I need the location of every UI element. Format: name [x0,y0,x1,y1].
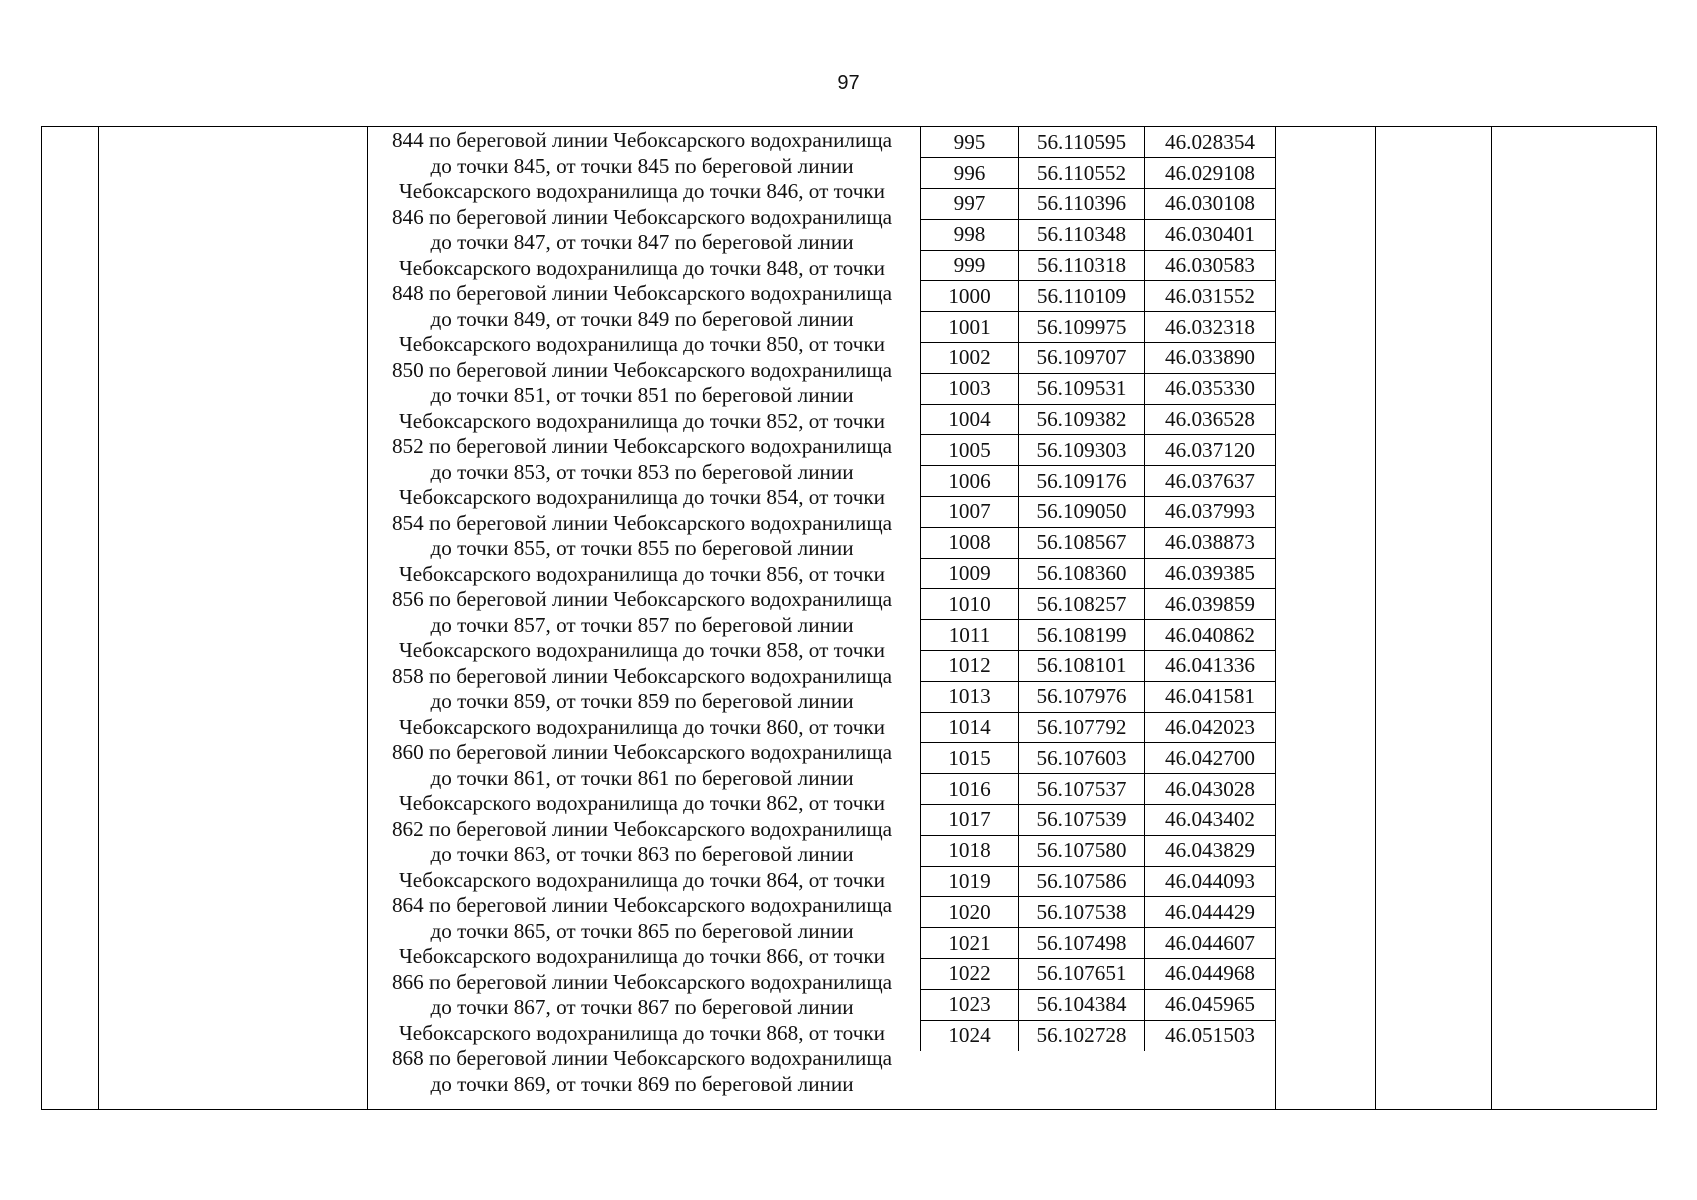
latitude-cell: 56.102728 [1019,1020,1145,1051]
latitude-cell: 56.110318 [1019,250,1145,281]
description-line: Чебоксарского водохранилища до точки 866, от точки [399,944,885,968]
coordinate-row [921,219,1276,250]
coordinate-row [921,774,1276,805]
longitude-cell: 46.037120 [1145,435,1276,466]
point-number-cell: 1004 [921,404,1019,435]
point-number-cell: 1017 [921,805,1019,836]
longitude-cell: 46.044968 [1145,959,1276,990]
boundary-description [367,127,917,1097]
latitude-cell: 56.109176 [1019,466,1145,497]
longitude-cell: 46.033890 [1145,343,1276,374]
longitude-cell: 46.030401 [1145,219,1276,250]
longitude-cell: 46.032318 [1145,312,1276,343]
latitude-cell: 56.109382 [1019,404,1145,435]
point-number-cell: 1003 [921,373,1019,404]
latitude-cell: 56.107586 [1019,866,1145,897]
point-number-cell: 1005 [921,435,1019,466]
point-number-cell: 1016 [921,774,1019,805]
point-number-cell: 1018 [921,835,1019,866]
coordinate-row [921,651,1276,682]
latitude-cell: 56.107538 [1019,897,1145,928]
longitude-cell: 46.030583 [1145,250,1276,281]
longitude-cell: 46.044607 [1145,928,1276,959]
point-number-cell: 1000 [921,281,1019,312]
longitude-cell: 46.037993 [1145,497,1276,528]
coordinate-row [921,681,1276,712]
coordinate-row [921,712,1276,743]
latitude-cell: 56.107537 [1019,774,1145,805]
description-line: 864 по береговой линии Чебоксарского водохранилища [391,893,893,917]
longitude-cell: 46.040862 [1145,620,1276,651]
latitude-cell: 56.108199 [1019,620,1145,651]
description-line: 850 по береговой линии Чебоксарского водохранилища [391,357,893,382]
page-number: 97 [837,72,860,94]
point-number-cell: 1011 [921,620,1019,651]
point-number-cell: 1009 [921,558,1019,589]
point-number-cell: 1022 [921,959,1019,990]
point-number-cell: 1007 [921,497,1019,528]
latitude-cell: 56.108360 [1019,558,1145,589]
latitude-cell: 56.108257 [1019,589,1145,620]
coordinate-row [921,589,1276,620]
description-line: до точки 849, от точки 849 по береговой линии [430,306,854,331]
coordinate-row [921,866,1276,897]
point-number-cell: 1023 [921,989,1019,1020]
coordinate-row [921,158,1276,189]
description-line: до точки 855, от точки 855 по береговой линии [430,536,854,560]
description-line: 856 по береговой линии Чебоксарского водохранилища [391,587,893,611]
description-line: 852 по береговой линии Чебоксарского водохранилища [391,434,893,458]
point-number-cell: 1006 [921,466,1019,497]
coordinate-row [921,897,1276,928]
longitude-cell: 46.044429 [1145,897,1276,928]
description-line: до точки 859, от точки 859 по береговой линии [430,689,854,713]
column-divider [1491,127,1492,1109]
coordinate-row [921,527,1276,558]
point-number-cell: 1013 [921,681,1019,712]
point-number-cell: 1002 [921,343,1019,374]
coordinate-row [921,189,1276,220]
longitude-cell: 46.039859 [1145,589,1276,620]
description-line: Чебоксарского водохранилища до точки 850, от точки [399,332,885,356]
point-number-cell: 1019 [921,866,1019,897]
point-number-cell: 995 [921,127,1019,158]
coordinate-row [921,343,1276,374]
description-line: Чебоксарского водохранилища до точки 860, от точки [399,714,885,739]
description-line: Чебоксарского водохранилища до точки 864, от точки [399,867,885,892]
coordinate-row [921,312,1276,343]
coordinate-row [921,835,1276,866]
latitude-cell: 56.108101 [1019,651,1145,682]
coordinate-row [921,404,1276,435]
latitude-cell: 56.107539 [1019,805,1145,836]
coordinate-row [921,989,1276,1020]
point-number-cell: 1020 [921,897,1019,928]
longitude-cell: 46.041581 [1145,681,1276,712]
description-line: до точки 863, от точки 863 по береговой линии [430,842,854,866]
latitude-cell: 56.107651 [1019,959,1145,990]
latitude-cell: 56.109975 [1019,312,1145,343]
coordinate-row [921,1020,1276,1051]
point-number-cell: 1014 [921,712,1019,743]
longitude-cell: 46.043402 [1145,805,1276,836]
latitude-cell: 56.107498 [1019,928,1145,959]
description-line: Чебоксарского водохранилища до точки 846, от точки [399,179,885,203]
description-line: до точки 853, от точки 853 по береговой линии [430,459,854,484]
longitude-cell: 46.042023 [1145,712,1276,743]
coordinate-row [921,558,1276,589]
latitude-cell: 56.110552 [1019,158,1145,189]
longitude-cell: 46.044093 [1145,866,1276,897]
longitude-cell: 46.037637 [1145,466,1276,497]
latitude-cell: 56.110396 [1019,189,1145,220]
coordinate-row [921,435,1276,466]
coordinate-row [921,743,1276,774]
description-line: до точки 847, от точки 847 по береговой линии [430,230,854,254]
longitude-cell: 46.028354 [1145,127,1276,158]
point-number-cell: 1010 [921,589,1019,620]
description-line: Чебоксарского водохранилища до точки 854, от точки [399,485,885,509]
coordinate-row [921,466,1276,497]
description-line: 848 по береговой линии Чебоксарского водохранилища [391,281,893,305]
point-number-cell: 1021 [921,928,1019,959]
coordinate-row [921,805,1276,836]
latitude-cell: 56.107580 [1019,835,1145,866]
description-line: до точки 857, от точки 857 по береговой линии [430,612,854,637]
description-line: 846 по береговой линии Чебоксарского водохранилища [391,204,893,229]
coordinate-row [921,959,1276,990]
point-number-cell: 998 [921,219,1019,250]
latitude-cell: 56.110595 [1019,127,1145,158]
column-divider [98,127,99,1109]
coordinate-row [921,281,1276,312]
description-line: до точки 851, от точки 851 по береговой линии [430,383,854,407]
point-number-cell: 997 [921,189,1019,220]
longitude-cell: 46.041336 [1145,651,1276,682]
latitude-cell: 56.104384 [1019,989,1145,1020]
point-number-cell: 996 [921,158,1019,189]
description-line: 868 по береговой линии Чебоксарского водохранилища [391,1046,893,1070]
longitude-cell: 46.039385 [1145,558,1276,589]
longitude-cell: 46.043028 [1145,774,1276,805]
point-number-cell: 1012 [921,651,1019,682]
description-line: 844 по береговой линии Чебоксарского водохранилища [391,128,893,152]
latitude-cell: 56.107603 [1019,743,1145,774]
description-line: Чебоксарского водохранилища до точки 852, от точки [399,408,885,433]
description-line: до точки 865, от точки 865 по береговой линии [430,918,854,943]
latitude-cell: 56.109707 [1019,343,1145,374]
description-line: 858 по береговой линии Чебоксарского водохранилища [391,663,893,688]
longitude-cell: 46.036528 [1145,404,1276,435]
latitude-cell: 56.107792 [1019,712,1145,743]
latitude-cell: 56.107976 [1019,681,1145,712]
description-line: Чебоксарского водохранилища до точки 856, от точки [399,561,885,586]
longitude-cell: 46.030108 [1145,189,1276,220]
description-line: до точки 861, от точки 861 по береговой линии [430,765,854,790]
longitude-cell: 46.051503 [1145,1020,1276,1051]
description-line: 860 по береговой линии Чебоксарского водохранилища [391,740,893,764]
point-number-cell: 1008 [921,527,1019,558]
column-divider [1375,127,1376,1109]
description-line: 854 по береговой линии Чебоксарского водохранилища [391,510,893,535]
latitude-cell: 56.109531 [1019,373,1145,404]
description-line: Чебоксарского водохранилища до точки 848, от точки [399,255,885,280]
longitude-cell: 46.031552 [1145,281,1276,312]
coordinate-row [921,497,1276,528]
boundary-table [41,126,1657,1110]
longitude-cell: 46.029108 [1145,158,1276,189]
coordinates-table [920,127,1276,1051]
latitude-cell: 56.109303 [1019,435,1145,466]
description-line: Чебоксарского водохранилища до точки 862, от точки [399,791,885,815]
coordinate-row [921,373,1276,404]
description-line: Чебоксарского водохранилища до точки 858, от точки [399,638,885,662]
coordinate-row [921,928,1276,959]
longitude-cell: 46.045965 [1145,989,1276,1020]
longitude-cell: 46.038873 [1145,527,1276,558]
coordinate-row [921,127,1276,158]
latitude-cell: 56.110348 [1019,219,1145,250]
point-number-cell: 999 [921,250,1019,281]
description-line: до точки 845, от точки 845 по береговой линии [430,153,854,178]
description-line: до точки 869, от точки 869 по береговой линии [430,1071,854,1096]
point-number-cell: 1015 [921,743,1019,774]
description-line: 866 по береговой линии Чебоксарского водохранилища [391,969,893,994]
latitude-cell: 56.109050 [1019,497,1145,528]
latitude-cell: 56.110109 [1019,281,1145,312]
description-line: Чебоксарского водохранилища до точки 868, от точки [399,1020,885,1045]
longitude-cell: 46.043829 [1145,835,1276,866]
point-number-cell: 1024 [921,1020,1019,1051]
longitude-cell: 46.042700 [1145,743,1276,774]
longitude-cell: 46.035330 [1145,373,1276,404]
latitude-cell: 56.108567 [1019,527,1145,558]
coordinate-row [921,250,1276,281]
description-line: 862 по береговой линии Чебоксарского водохранилища [391,816,893,841]
point-number-cell: 1001 [921,312,1019,343]
coordinate-row [921,620,1276,651]
description-line: до точки 867, от точки 867 по береговой линии [430,995,854,1019]
